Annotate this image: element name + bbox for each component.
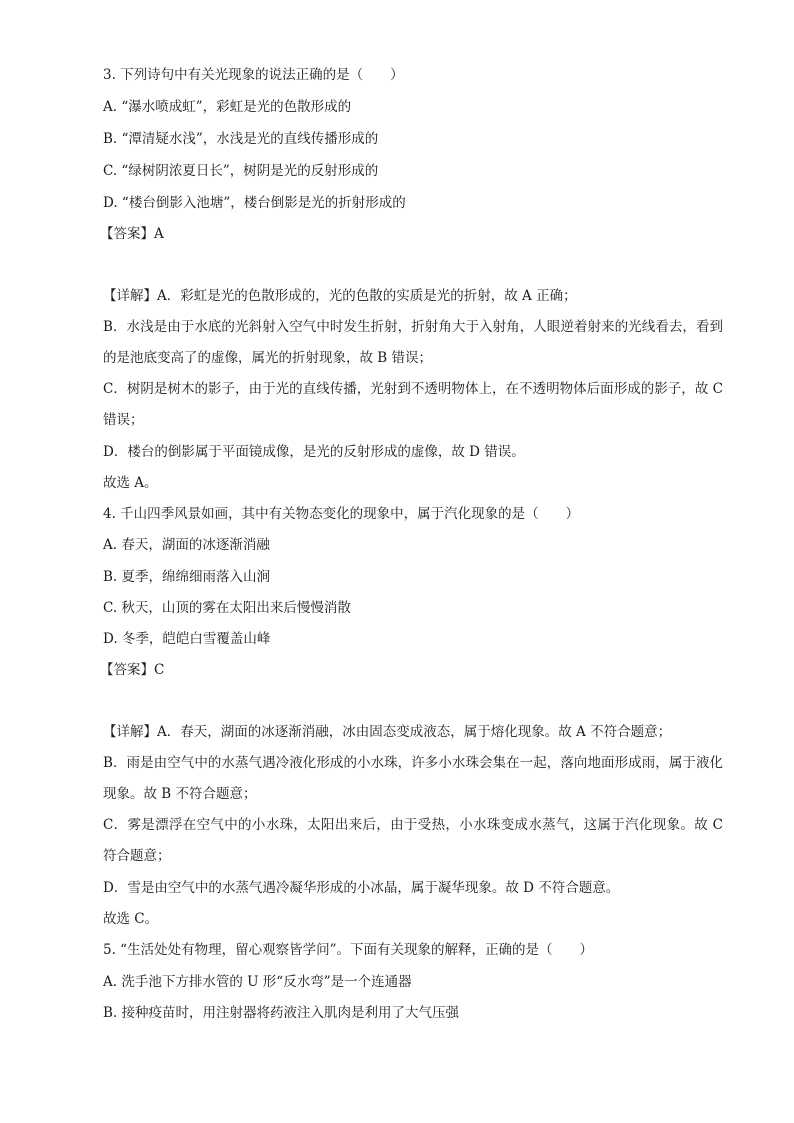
question-4-conclusion: 故选 C。 [103,911,159,927]
question-5-option-b: B. 接种疫苗时，用注射器将药液注入肌肉是利用了大气压强 [103,1005,460,1021]
question-5-option-a: A. 洗手池下方排水管的 U 形“反水弯”是一个连通器 [103,974,412,990]
question-4-detail-d: D．雪是由空气中的水蒸气遇冷凝华形成的小冰晶，属于凝华现象。故 D 不符合题意。 [103,880,620,896]
question-4-option-c: C. 秋天，山顶的雾在太阳出来后慢慢消散 [103,600,351,616]
question-3-detail-d: D．楼台的倒影属于平面镜成像，是光的反射形成的虚像，故 D 错误。 [103,444,525,460]
question-3-conclusion: 故选 A。 [103,475,158,491]
question-4-option-b: B. 夏季，绵绵细雨落入山涧 [103,569,271,585]
question-4-option-a: A. 春天，湖面的冰逐渐消融 [103,537,270,553]
question-3-detail-a: 【详解】A．彩虹是光的色散形成的，光的色散的实质是光的折射，故 A 正确； [103,288,577,304]
question-3-option-b: B. “潭清疑水浅”，水浅是光的直线传播形成的 [103,131,379,147]
question-3-answer: 【答案】A [100,226,164,242]
question-4-option-d: D. 冬季，皑皑白雪覆盖山峰 [103,631,271,647]
question-5-stem: 5. “生活处处有物理，留心观察皆学问”。下面有关现象的解释，正确的是（ ） [103,942,593,958]
question-3-option-a: A. “瀑水喷成虹”，彩虹是光的色散形成的 [103,99,352,115]
question-3-option-c: C. “绿树阴浓夏日长”，树阴是光的反射形成的 [103,163,379,179]
question-3-option-d: D. “楼台倒影入池塘”，楼台倒影是光的折射形成的 [103,195,406,211]
question-3-stem: 3. 下列诗句中有关光现象的说法正确的是（ ） [103,67,404,83]
question-4-stem: 4. 千山四季风景如画，其中有关物态变化的现象中，属于汽化现象的是（ ） [103,506,580,522]
question-4-answer: 【答案】C [100,662,165,678]
question-4-detail-a: 【详解】A．春天，湖面的冰逐渐消融，冰由固态变成液态，属于熔化现象。故 A 不符合题意； [103,724,672,740]
question-4-detail-c: C．雾是漂浮在空气中的小水珠，太阳出来后，由于受热，小水珠变成水蒸气，这属于汽化现象。故 C 符合题意； [103,817,723,864]
question-3-detail-b: B．水浅是由于水底的光斜射入空气中时发生折射，折射角大于入射角，人眼逆着射来的光线看去，看到的是池底变高了的虚像，属光的折射现象，故 B 错误； [103,319,723,366]
question-4-detail-b: B．雨是由空气中的水蒸气遇冷液化形成的小水珠，许多小水珠会集在一起，落向地面形成雨，属于液化现象。故 B 不符合题意； [103,755,723,802]
question-3-detail-c: C．树阴是树木的影子，由于光的直线传播，光射到不透明物体上，在不透明物体后面形成的影子，故 C 错误； [103,381,723,428]
